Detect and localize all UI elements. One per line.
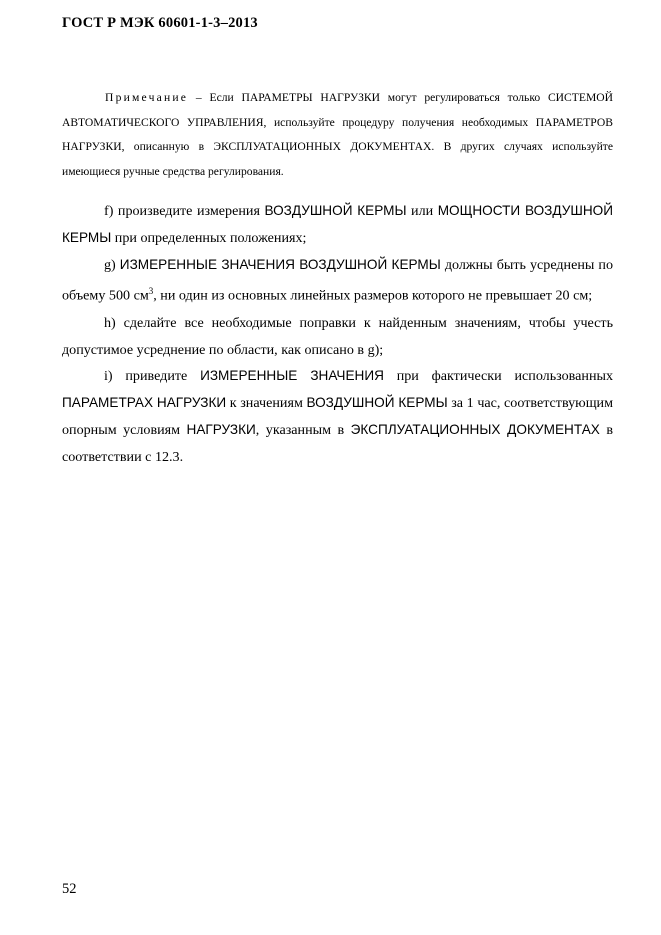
term-air-kerma: ВОЗДУШНОЙ КЕРМЫ — [306, 395, 448, 411]
note-paragraph — [62, 86, 613, 184]
item-i-text-1: i) приведите — [104, 368, 201, 385]
term-air-kerma: ВОЗДУШНОЙ КЕРМЫ — [264, 203, 407, 218]
item-i-text-6: в соответствии с 12.3. — [62, 422, 613, 465]
note-label: Примечание — [105, 91, 189, 104]
note-text: Если ПАРАМЕТРЫ НАГРУЗКИ могут регулироваться только СИСТЕМОЙ АВТОМАТИЧЕСКОГО УПРАВЛЕНИЯ, используйте процедуру получения необходимых ПАРАМЕТРОВ НАГРУЗКИ, описанную в ЭКСПЛУАТАЦИОННЫХ ДОКУМЕНТАХ. В других случаях используйте имеющиеся ручные средства регулирования. — [62, 91, 614, 178]
item-f — [62, 198, 613, 252]
item-f-text-1: f) произведите измерения — [104, 203, 265, 219]
term-measured-values: ИЗМЕРЕННЫЕ ЗНАЧЕНИЯ — [200, 368, 384, 384]
item-g-text-3: , ни один из основных линейных размеров которого не превышает 20 см; — [153, 288, 593, 305]
item-h — [62, 310, 613, 364]
page-number: 52 — [62, 881, 77, 897]
term-measured-values: ИЗМЕРЕННЫЕ ЗНАЧЕНИЯ ВОЗДУШНОЙ КЕРМЫ — [119, 256, 441, 272]
item-i-text-4: за 1 час, соответствующим опорным условиям — [62, 395, 614, 439]
document-header: ГОСТ Р МЭК 60601-1-3–2013 — [62, 15, 258, 31]
term-accompanying-documents: ЭКСПЛУАТАЦИОННЫХ ДОКУМЕНТАХ — [350, 422, 600, 438]
term-loading-factors: ПАРАМЕТРАХ НАГРУЗКИ — [62, 395, 227, 411]
superscript-3: 3 — [148, 286, 154, 297]
item-g-text-1: g) — [104, 256, 120, 273]
item-f-text-3: при определенных положениях; — [111, 229, 307, 246]
item-g — [62, 252, 613, 310]
item-i-text-5: , указанным в — [255, 422, 351, 439]
note-dash: – — [188, 91, 210, 104]
term-loading: НАГРУЗКИ — [186, 422, 256, 438]
item-f-text-2: или — [406, 203, 438, 219]
body-text — [62, 198, 613, 471]
item-i-text-2: при фактически использованных — [383, 368, 613, 385]
item-i-text-3: к значениям — [226, 395, 307, 412]
item-i — [62, 363, 613, 470]
item-g-text-2: должны быть усреднены по объему 500 см — [62, 256, 614, 305]
term-air-kerma-rate: МОЩНОСТИ ВОЗДУШНОЙ КЕРМЫ — [62, 203, 613, 245]
item-h-text: h) сделайте все необходимые поправки к найденным значениям, чтобы учесть допустимое усреднение по области, как описано в g); — [62, 314, 613, 358]
